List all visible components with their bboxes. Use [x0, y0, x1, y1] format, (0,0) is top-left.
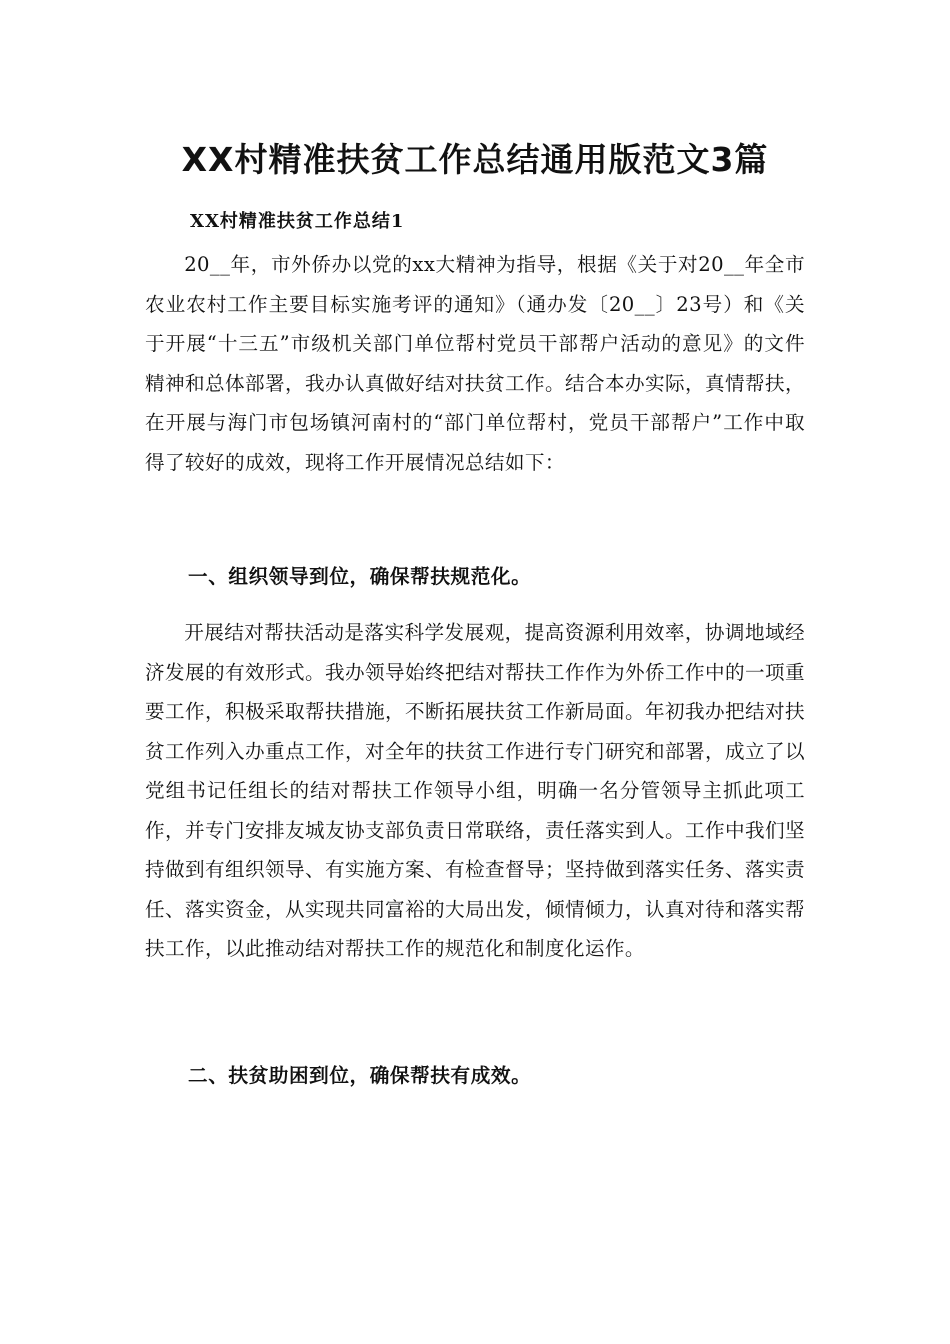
paragraph-intro: 20__年，市外侨办以党的xx大精神为指导，根据《关于对20__年全市农业农村工作主要目标实施考评的通知》（通办发〔20__〕23号）和《关于开展“十三五”市级机关部门单位帮村党员干部帮户活动的意见》的文件精神和总体部署，我办认真做好结对扶贫工作。结合本办实际，真情帮扶，在开展与海门市包场镇河南村的“部门单位帮村，党员干部帮户”工作中取得了较好的成效，现将工作开展情况总结如下： — [145, 253, 805, 474]
paragraph-section-1: 开展结对帮扶活动是落实科学发展观，提高资源利用效率，协调地域经济发展的有效形式。我办领导始终把结对帮扶工作作为外侨工作中的一项重要工作，积极采取帮扶措施，不断拓展扶贫工作新局面。年初我办把结对扶贫工作列入办重点工作，对全年的扶贫工作进行专门研究和部署，成立了以党组书记任组长的结对帮扶工作领导小组，明确一名分管领导主抓此项工作，并专门安排友城友协支部负责日常联络，责任落实到人。工作中我们坚持做到有组织领导、有实施方案、有检查督导；坚持做到落实任务、落实责任、落实资金，从实现共同富裕的大局出发，倾情倾力，认真对待和落实帮扶工作，以此推动结对帮扶工作的规范化和制度化运作。 — [145, 621, 805, 960]
document-subtitle: XX村精准扶贫工作总结1 — [190, 211, 405, 232]
section-heading-1: 一、组织领导到位，确保帮扶规范化。 — [188, 565, 532, 588]
document-title: XX村精准扶贫工作总结通用版范文3篇 — [181, 140, 769, 179]
section-heading-2: 二、扶贫助困到位，确保帮扶有成效。 — [188, 1064, 532, 1087]
